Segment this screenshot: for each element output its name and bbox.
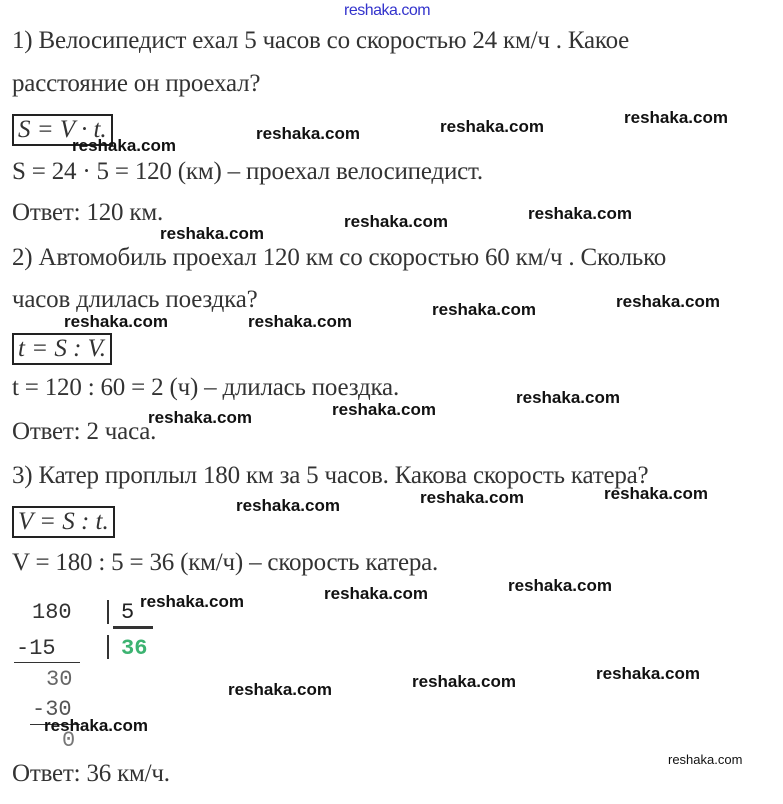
division-underline-1 [14,662,80,663]
watermark: reshaka.com [440,117,544,136]
watermark: reshaka.com [596,664,700,683]
problem-3-answer: Ответ: 36 км/ч. [12,760,170,787]
problem-2-formula: t = S : V. [12,333,112,365]
quotient: 36 [121,636,148,661]
problem-3-solution: V = 180 : 5 = 36 (км/ч) – скорость катера. [12,549,439,576]
watermark: reshaka.com [516,388,620,407]
watermark: reshaka.com [604,484,708,503]
watermark: reshaka.com [228,680,332,699]
problem-1-answer: Ответ: 120 км. [12,199,164,226]
division-remainder-1: 30 [46,667,73,692]
watermark: reshaka.com [236,496,340,515]
watermark-footer: reshaka.com [668,752,743,767]
watermark: reshaka.com [616,292,720,311]
problem-1-question-line-1: 1) Велосипедист ехал 5 часов со скоростью 24 км/ч . Какое [12,27,630,54]
division-step-2: -30 [32,697,72,722]
problem-2-answer: Ответ: 2 часа. [12,418,157,445]
problem-1-formula: S = V · t. [12,114,113,146]
watermark: reshaka.com [72,136,176,155]
problem-1-solution: S = 24 · 5 = 120 (км) – проехал велосипедист. [12,158,483,185]
problem-2-solution: t = 120 : 60 = 2 (ч) – длилась поездка. [12,374,399,401]
watermark: reshaka.com [248,312,352,331]
problem-2-question-line-2: часов длилась поездка? [12,286,258,313]
watermark: reshaka.com [64,312,168,331]
watermark: reshaka.com [624,108,728,127]
problem-2-question-line-1: 2) Автомобиль проехал 120 км со скоростью 60 км/ч . Сколько [12,244,667,271]
problem-3-formula: V = S : t. [12,506,115,538]
division-bar-top [107,600,109,624]
watermark: reshaka.com [344,212,448,231]
watermark: reshaka.com [140,592,244,611]
watermark: reshaka.com [420,488,524,507]
divisor: 5 [121,600,135,625]
divisor-underline [113,626,153,629]
problem-1-question-line-2: расстояние он проехал? [12,70,261,97]
watermark: reshaka.com [44,716,148,735]
watermark: reshaka.com [256,124,360,143]
watermark-header: reshaka.com [344,2,431,19]
watermark: reshaka.com [332,400,436,419]
division-remainder-2: 0 [62,728,76,753]
watermark: reshaka.com [528,204,632,223]
division-bar-bottom [107,635,109,659]
watermark: reshaka.com [148,408,252,427]
problem-3-question: 3) Катер проплыл 180 км за 5 часов. Какова скорость катера? [12,462,649,489]
watermark: reshaka.com [508,576,612,595]
division-step-1: -15 [16,636,56,661]
watermark: reshaka.com [160,224,264,243]
watermark: reshaka.com [432,300,536,319]
dividend: 180 [32,600,72,625]
watermark: reshaka.com [412,672,516,691]
watermark: reshaka.com [324,584,428,603]
